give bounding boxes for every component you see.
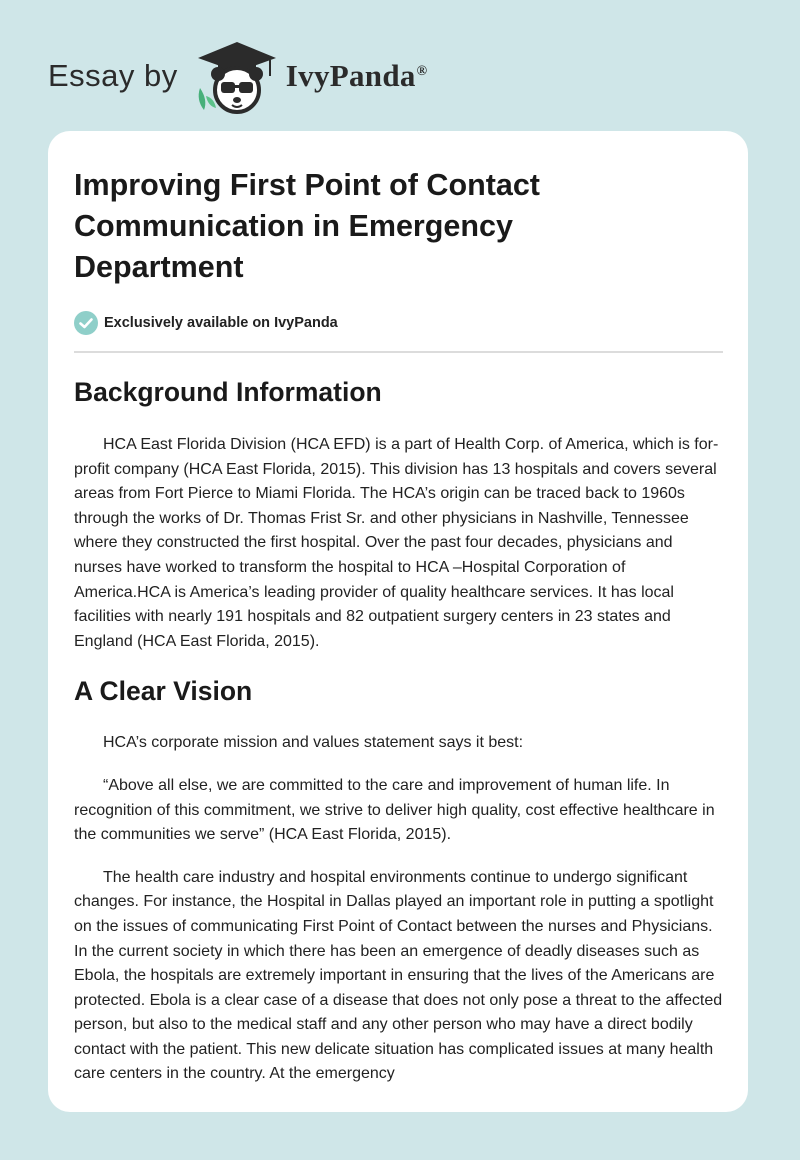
brand-name[interactable]: IvyPanda®: [285, 58, 428, 93]
site-header: [48, 36, 427, 116]
paragraph-mission-intro: HCA’s corporate mission and values statement says it best:: [103, 734, 524, 752]
paragraph-industry-changes: The health care industry and hospital environments continue to undergo significant changes. For instance, the Hospital in Dallas played an important role in putting a spotlight on the issues of communicating First Point of Contact between the nurses and Physicians. In the current society in which there has been an emergence of deadly diseases such as Ebola, the hospitals are extremely important in ensuring that the lives of the Americans are protected. Ebola is a clear case of a disease that does not only pose a threat to the affected person, but also to the medical staff and any other person who may have a direct bodily contact with the patient. This new delicate situation has complicated issues at many health care centers in the country. At the emergency: [74, 868, 723, 1083]
paragraph-mission-quote: “Above all else, we are committed to the care and improvement of human life. In recognition of this commitment, we strive to deliver high quality, cost effective healthcare in the communities we serve” (HCA East Florida, 2015).: [74, 776, 715, 844]
registered-mark: ®: [416, 63, 428, 79]
section-heading-vision: A Clear Vision: [74, 676, 253, 707]
section-heading-background: Background Information: [74, 377, 382, 407]
article-body: [74, 165, 724, 1087]
exclusive-badge: [74, 310, 724, 336]
paragraph-background: HCA East Florida Division (HCA EFD) is a part of Health Corp. of America, which is for-profit company (HCA East Florida, 2015). This division has 13 hospitals and covers several areas from Fort Pierce to Miami Florida. The HCA’s origin can be traced back to 1960s through the works of Dr. Thomas Frist Sr. and other physicians in Nashville, Tennessee where they constructed the first hospital. Over the past four decades, physicians and nurses have worked to transform the hospital to HCA –Hospital Corporation of America.HCA is America’s leading provider of quality healthcare services. It has local facilities with nearly 191 hospitals and 82 outpatient surgery centers in 23 states and England (HCA East Florida, 2015).: [74, 436, 719, 650]
exclusive-label: Exclusively available on IvyPanda: [104, 315, 338, 331]
divider: [74, 351, 723, 353]
essay-by-label: Essay by: [48, 58, 178, 93]
article-card: [48, 131, 748, 1112]
article-title: Improving First Point of Contact Communication in Emergency Department: [74, 168, 540, 284]
check-circle-icon: [74, 311, 98, 335]
panda-graduate-logo-icon[interactable]: [192, 36, 282, 116]
